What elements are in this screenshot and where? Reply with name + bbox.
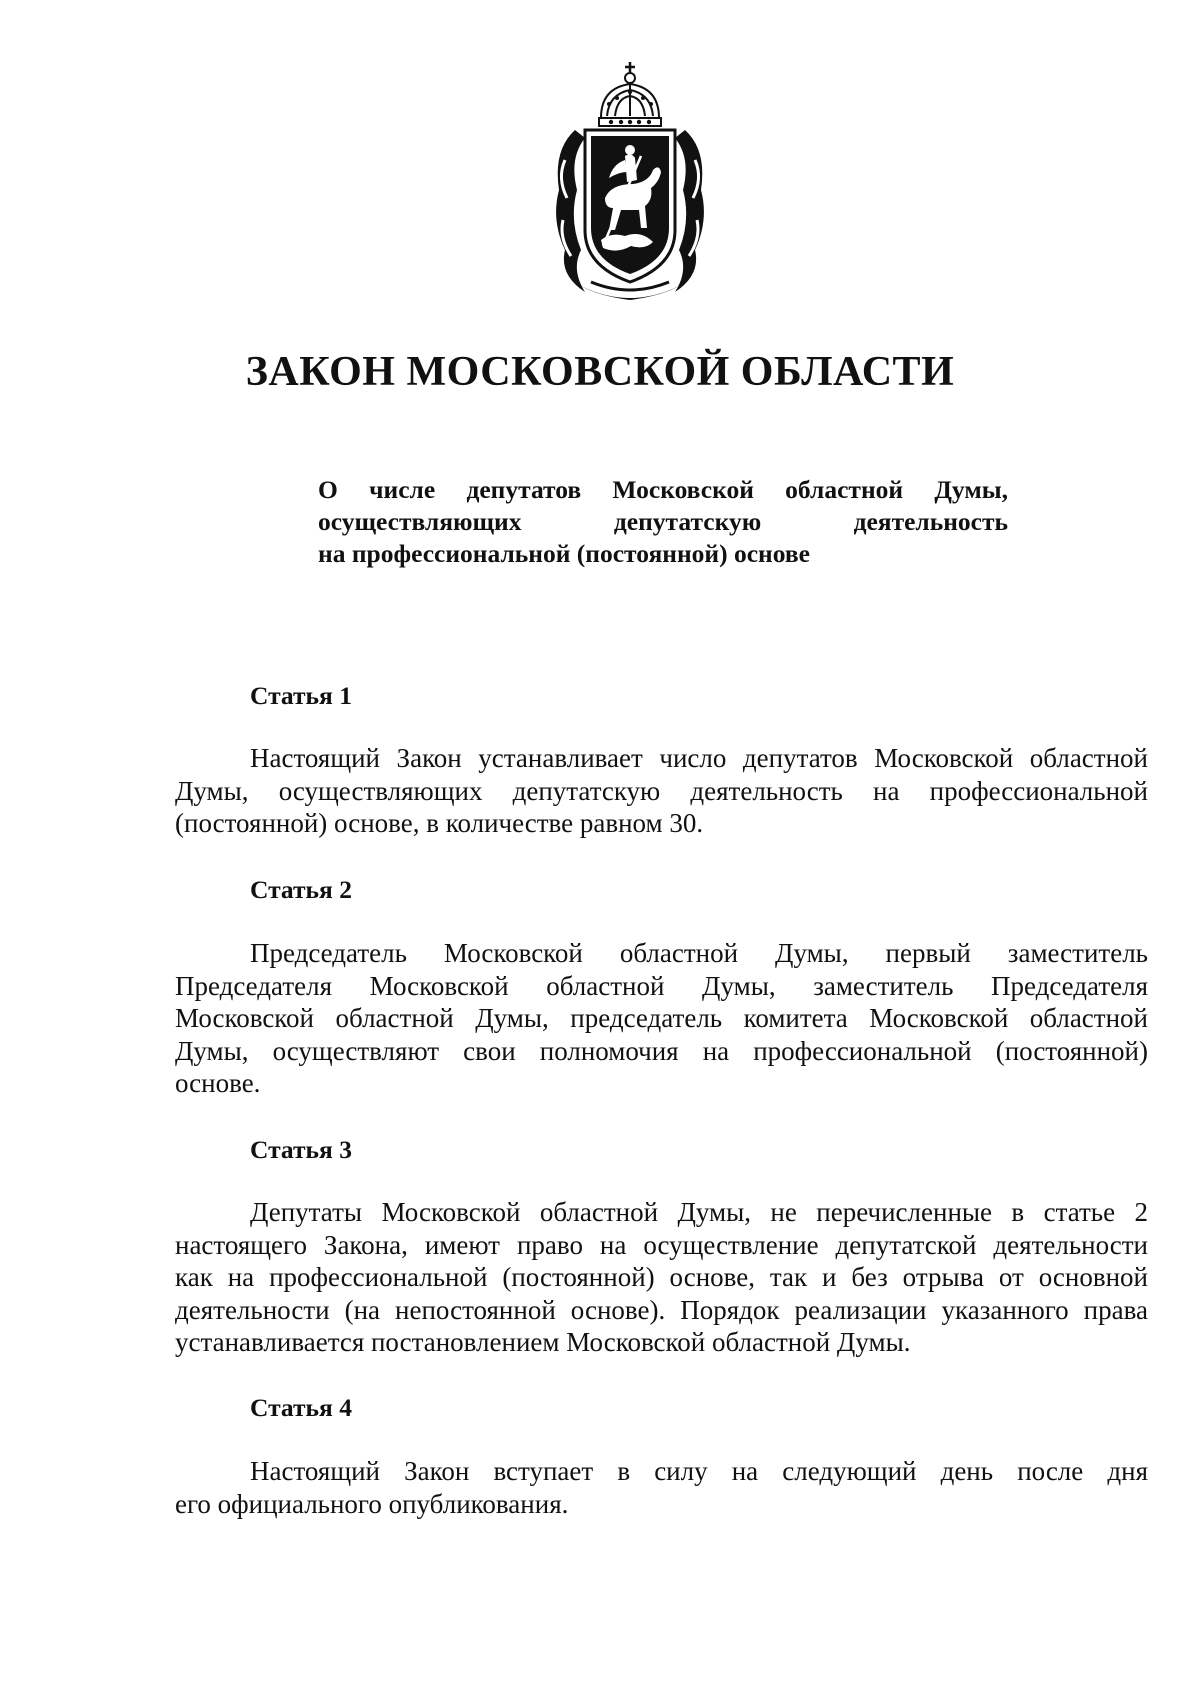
article-2-body (175, 937, 1148, 1100)
article-3-heading: Статья 3 (250, 1135, 352, 1164)
article-line: как на профессиональной (постоянной) основе, так и без отрыва от основной (175, 1262, 1148, 1292)
coat-of-arms-icon (541, 60, 719, 302)
article-4-heading: Статья 4 (250, 1393, 352, 1422)
article-4-body (175, 1455, 1148, 1520)
subject-line: осуществляющих депутатскую деятельность (318, 507, 1008, 536)
law-subject (318, 474, 1008, 570)
article-1-heading: Статья 1 (250, 681, 352, 710)
subject-line: на профессиональной (постоянной) основе (318, 539, 810, 568)
article-line: Московской областной Думы, председатель комитета Московской областной (175, 1003, 1148, 1033)
article-line: деятельности (на непостоянной основе). Порядок реализации указанного права (175, 1294, 1148, 1325)
article-line: Настоящий Закон устанавливает число депутатов Московской областной (250, 743, 1148, 773)
article-line: Председатель Московской областной Думы, первый заместитель (250, 938, 1148, 968)
article-2-heading: Статья 2 (250, 875, 352, 904)
article-line: настоящего Закона, имеют право на осуществление депутатской деятельности (175, 1229, 1148, 1260)
article-1-body (175, 742, 1148, 840)
law-title: ЗАКОН МОСКОВСКОЙ ОБЛАСТИ (245, 349, 955, 395)
article-line: Думы, осуществляют свои полномочия на профессиональной (постоянной) (175, 1035, 1148, 1066)
article-line: устанавливается постановлением Московской областной Думы. (175, 1327, 911, 1357)
article-line: его официального опубликования. (175, 1488, 569, 1519)
article-line: (постоянной) основе, в количестве равном 30. (175, 808, 704, 838)
subject-line: О числе депутатов Московской областной Думы, (318, 475, 1008, 504)
article-line: основе. (175, 1068, 261, 1098)
article-line: Думы, осуществляющих депутатскую деятельность на профессиональной (175, 775, 1148, 806)
article-line: Депутаты Московской областной Думы, не перечисленные в статье 2 (250, 1197, 1148, 1227)
article-3-body (175, 1196, 1148, 1359)
article-line: Председателя Московской областной Думы, заместитель Председателя (175, 970, 1148, 1001)
article-line: Настоящий Закон вступает в силу на следующий день после дня (250, 1456, 1148, 1486)
